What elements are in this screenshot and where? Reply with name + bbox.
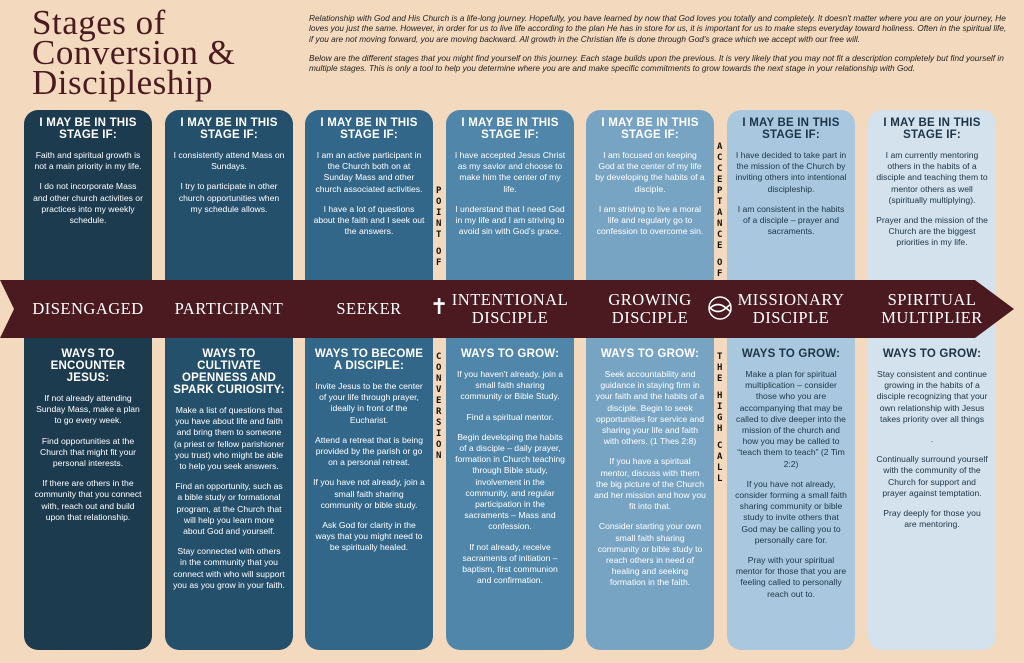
stage-label [721, 280, 861, 338]
ways-paragraph: Find an opportunity, such as a bible study or formational program, at the Church that will help you learn more about God and yourself. [175, 481, 283, 537]
title-line: Stages of [32, 3, 166, 42]
stage-column [868, 110, 996, 650]
ways-paragraph: If you haven't already, join a small faith sharing community or Bible Study. [456, 369, 564, 402]
criteria-paragraph: I have accepted Jesus Christ as my savior and choose to make him the center of my life. [454, 150, 566, 194]
stage-label [299, 280, 439, 338]
stage-column [305, 110, 433, 650]
criteria-paragraph: I am currently mentoring others in the habits of a disciple and teaching them to mentor others as well (spiritually multiplying). [876, 150, 988, 205]
ways-heading: WAYS TO ENCOUNTER JESUS: [50, 348, 126, 384]
ways-paragraph: Stay consistent and continue growing in the habits of a disciple recognizing that your own relationship with Jesus takes priority over all things [876, 369, 988, 424]
ways-paragraph: Find opportunities at the Church that might fit your personal interests. [39, 435, 136, 469]
criteria-paragraph: I am consistent in the habits of a disciple – prayer and sacraments. [737, 203, 845, 237]
stage-label-line: DISCIPLE [471, 308, 549, 327]
ways-paragraph: If you have a spiritual mentor, discuss with them the big picture of the Church and her mission and how you fit into that. [594, 456, 706, 512]
ways-paragraph: . [930, 434, 934, 445]
stage-criteria [305, 117, 433, 246]
intro-text [309, 13, 1009, 82]
stage-label [159, 280, 299, 338]
stage-column [165, 110, 293, 650]
ways-to-grow [165, 348, 293, 600]
criteria-paragraph: I consistently attend Mass on Sundays. [173, 150, 285, 172]
criteria-paragraph: I understand that I need God in my life and I am striving to avoid sin with God's grace. [455, 203, 565, 237]
stage-criteria-heading: I MAY BE IN THIS STAGE IF: [180, 117, 278, 141]
stage-criteria [24, 117, 152, 235]
ways-paragraph: Consider starting your own small faith sharing community or bible study to reach others in need of healing and seeking formation in the faith. [597, 521, 703, 588]
criteria-paragraph: I have a lot of questions about the faith and I seek out the answers. [313, 203, 425, 237]
stage-label [440, 280, 580, 338]
stage-label-line: DISCIPLE [611, 308, 689, 327]
ways-paragraph: If you have not already, consider forming a small faith sharing community or bible study to invite others that God may be calling you to personally care for. [735, 478, 847, 545]
stage-criteria-heading: I MAY BE IN THIS STAGE IF: [461, 117, 559, 141]
stage-label-line: GROWING [608, 290, 692, 309]
title-line: Conversion & [32, 33, 236, 72]
point-of-label: P O I N T O F [436, 186, 442, 268]
intro-paragraph: Relationship with God and His Church is a life-long journey. Hopefully, you have learned by now that God loves you totally and completely. It doesn't matter where you are on your journey, He loves you just the same. However, in order for us to live life according to the plan He has in store for us, it is important for us to make steps everyday toward holiness. Often in the spiritual life, if you are not moving forward, you are moving backward. All growth in the Christian life is done through God's grace which we accept with our free will. [309, 13, 1007, 44]
stage-column [586, 110, 714, 650]
ways-heading: WAYS TO BECOME A DISCIPLE: [314, 348, 424, 372]
ways-paragraph: Continually surround yourself with the community of the Church for support and prayer against temptation. [876, 454, 988, 498]
stage-criteria-heading: I MAY BE IN THIS STAGE IF: [742, 117, 840, 141]
stage-label [580, 280, 720, 338]
stage-column [446, 110, 574, 650]
stage-criteria [727, 117, 855, 246]
ways-paragraph: If there are others in the community that you connect with, reach out and build upon that relationship. [34, 478, 142, 522]
ways-paragraph: Attend a retreat that is being provided by the parish or go on a personal retreat. [315, 434, 423, 468]
ways-paragraph: Find a spiritual mentor. [466, 411, 554, 422]
ways-paragraph: Begin developing the habits of a disciple – daily prayer, formation in Church teaching through Bible study, involvement in the community, and regular participation in the sacraments – Mass and confession. [455, 431, 565, 532]
ways-paragraph: If not already attending Sunday Mass, make a plan to go every week. [36, 393, 140, 426]
ways-heading: WAYS TO CULTIVATE OPENNESS AND SPARK CURIOSITY: [173, 348, 285, 396]
ways-paragraph: Stay connected with others in the community that you connect with who will support you as you grow in your faith. [173, 546, 285, 590]
criteria-paragraph: Faith and spiritual growth is not a main priority in my life. [34, 150, 142, 172]
ways-paragraph: Make a plan for spiritual multiplication – consider those who you are accompanying that may be called to dive deeper into the mission of the church and how you may be called to “teach them to teach” (2 Tim 2:2) [736, 369, 846, 469]
criteria-paragraph: I am focused on keeping God at the center of my life by developing the habits of a disciple. [595, 150, 705, 194]
stage-criteria-heading: I MAY BE IN THIS STAGE IF: [39, 117, 137, 141]
ways-heading: WAYS TO GROW: [460, 348, 560, 360]
ways-paragraph: Ask God for clarity in the ways that you might need to be spiritually healed. [315, 520, 423, 553]
stage-label [862, 280, 1002, 338]
stage-label-line: DISCIPLE [752, 308, 830, 327]
stage-criteria [446, 117, 574, 246]
criteria-paragraph: I have decided to take part in the mission of the Church by inviting others into intentional discipleship. [735, 150, 847, 194]
stage-label [18, 280, 158, 338]
ways-paragraph: Seek accountability and guidance in staying firm in your faith and the habits of a disciple. Begin to seek opportunities for service and sharing your life and faith with others. (1 Thes 2:8) [595, 369, 705, 447]
stage-label-line: DISENGAGED [32, 299, 144, 318]
stage-criteria-heading: I MAY BE IN THIS STAGE IF: [320, 117, 418, 141]
stage-column [24, 110, 152, 650]
ways-to-grow [446, 348, 574, 595]
conversion-label: C O N V E R S I O N [436, 352, 442, 461]
stage-label-line: INTENTIONAL [451, 290, 569, 309]
ways-paragraph: Invite Jesus to be the center of your life through prayer, ideally in front of the Eucharist. [315, 381, 423, 425]
ways-heading: WAYS TO GROW: [741, 348, 841, 360]
criteria-paragraph: Prayer and the mission of the Church are the biggest priorities in my life. [876, 215, 988, 248]
ways-paragraph: If not already, receive sacraments of initiation – baptism, first communion and confirmation. [462, 541, 558, 586]
stage-label-line: MISSIONARY [737, 290, 845, 309]
ways-paragraph: If you have not already, join a small faith sharing community or bible study. [313, 477, 425, 510]
ways-heading: WAYS TO GROW: [882, 348, 982, 360]
ways-paragraph: Make a list of questions that you have about life and faith and bring them to someone (a priest or fellow parishioner you trust) who might be able to help you seek answers. [173, 405, 285, 472]
stage-criteria-heading: I MAY BE IN THIS STAGE IF: [883, 117, 981, 141]
the-high-call-label: T H E H I G H C A L L [717, 352, 723, 484]
stage-label-line: SPIRITUAL [887, 290, 977, 309]
page-title [32, 3, 302, 102]
stage-column [727, 110, 855, 650]
stage-criteria [586, 117, 714, 246]
criteria-paragraph: I am striving to live a moral life and regularly go to confession to overcome sin. [596, 203, 704, 237]
criteria-paragraph: I do not incorporate Mass and other church activities or practices into my weekly schedule. [33, 181, 143, 226]
ways-paragraph: Pray with your spiritual mentor for those that you are feeling called to personally reach out to. [735, 555, 847, 599]
stage-criteria [165, 117, 293, 224]
ways-to-grow [868, 348, 996, 539]
criteria-paragraph: I am an active participant in the Church both on at Sunday Mass and other church associated activities. [315, 150, 423, 194]
ways-to-grow [305, 348, 433, 563]
ways-paragraph: Pray deeply for those you are mentoring. [883, 508, 981, 530]
ichthys-icon [706, 293, 734, 332]
stage-label-line: MULTIPLIER [881, 308, 983, 327]
ways-heading: WAYS TO GROW: [600, 348, 700, 360]
ways-to-grow [586, 348, 714, 598]
criteria-paragraph: I try to participate in other church opportunities when my schedule allows. [178, 181, 280, 214]
stage-criteria [868, 117, 996, 258]
stage-criteria-heading: I MAY BE IN THIS STAGE IF: [601, 117, 699, 141]
stage-label-line: SEEKER [336, 299, 402, 318]
stage-label-line: PARTICIPANT [174, 299, 284, 318]
cross-icon: ✝ [430, 295, 449, 320]
title-line: Discipleship [32, 63, 213, 102]
acceptance-of-label: A C C E P T A N C E O F [717, 142, 723, 279]
ways-to-grow [24, 348, 152, 532]
ways-to-grow [727, 348, 855, 609]
intro-paragraph: Below are the different stages that you might find yourself on this journey. Each stage builds upon the previous. It is very likely that you may not fit a description completely but find yourself in multiple stages. This is only a tool to help you determine where you are and make specific commitments to grow towards the next stage in your relationship with God. [309, 52, 1004, 74]
